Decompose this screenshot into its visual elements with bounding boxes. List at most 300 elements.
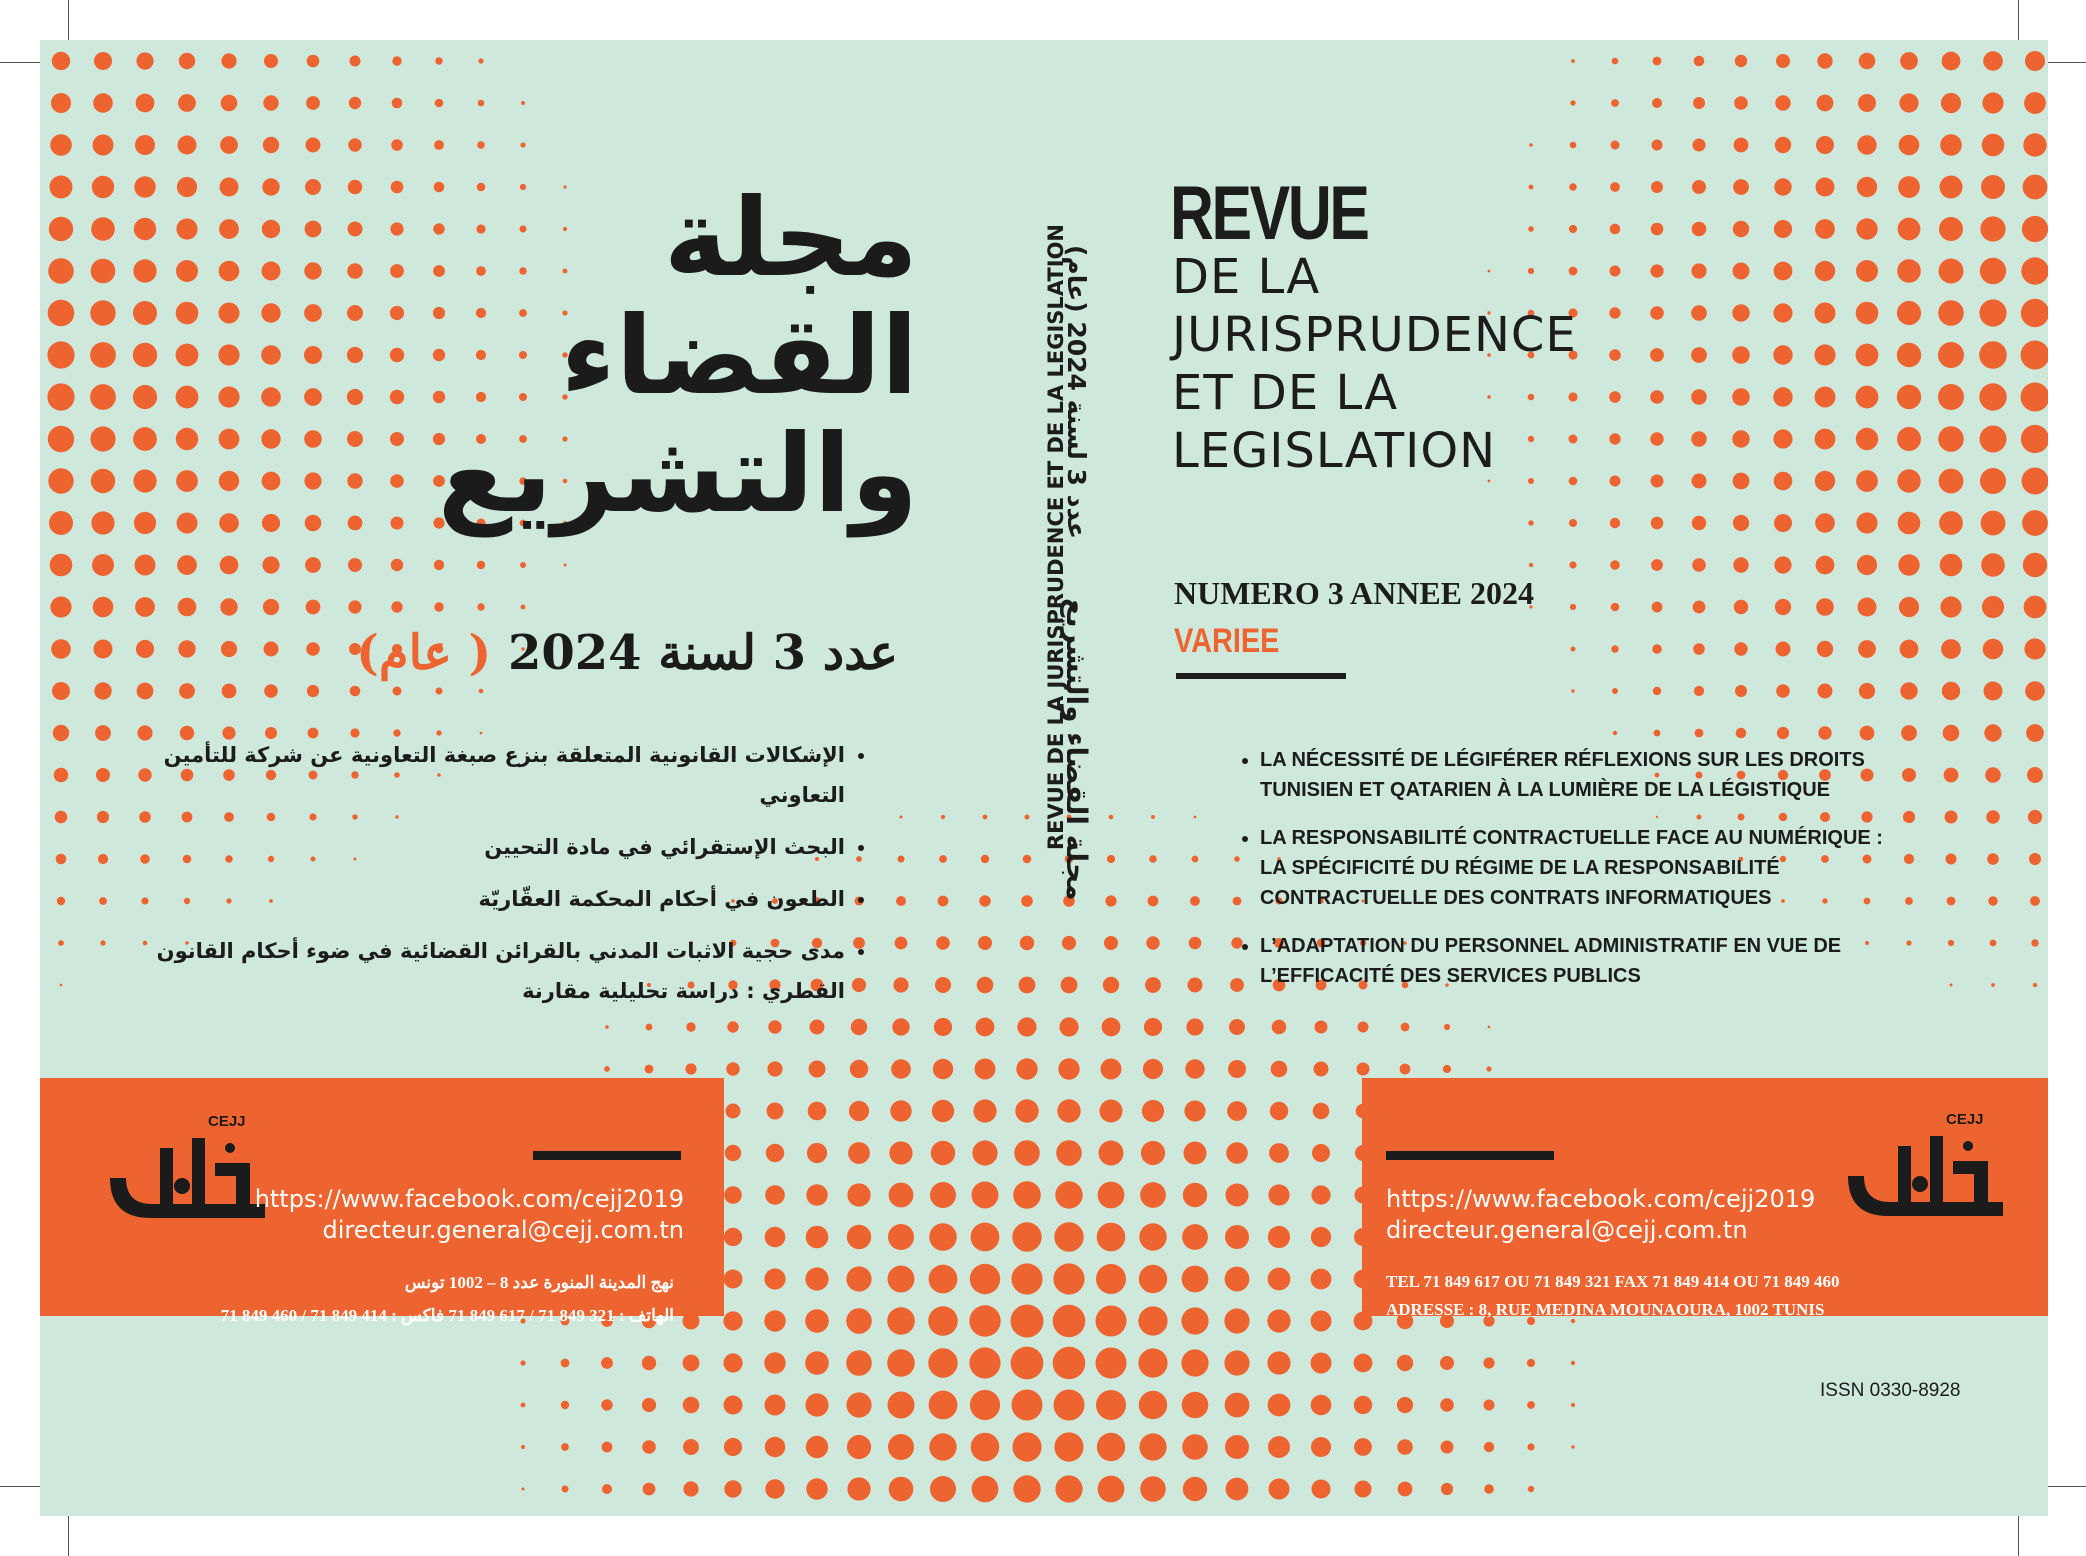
halftone-dot xyxy=(1897,427,1921,451)
arabic-address: نهج المدينة المنورة عدد 8 – 1002 تونس xyxy=(404,1273,674,1292)
halftone-dot xyxy=(219,219,239,239)
arabic-title-line: القضاء xyxy=(560,294,918,419)
halftone-dot xyxy=(92,176,114,198)
arabic-title xyxy=(318,176,918,537)
halftone-dot xyxy=(971,1433,1000,1462)
halftone-dot xyxy=(1312,1480,1331,1499)
halftone-dot xyxy=(1815,261,1835,281)
halftone-dot xyxy=(436,688,443,695)
halftone-dot xyxy=(2031,939,2038,946)
halftone-dot xyxy=(1528,520,1533,525)
halftone-dot xyxy=(262,556,279,573)
halftone-dot xyxy=(765,1479,784,1498)
halftone-dot xyxy=(1816,598,1834,616)
halftone-dot xyxy=(1055,1475,1082,1502)
halftone-dot xyxy=(806,1184,827,1205)
halftone-dot xyxy=(305,557,321,573)
halftone-dot xyxy=(1980,426,2007,453)
halftone-dot xyxy=(1900,682,1917,699)
crop-mark xyxy=(68,0,69,42)
halftone-dot xyxy=(306,138,321,153)
halftone-dot xyxy=(1946,854,1957,865)
halftone-dot xyxy=(1897,469,1920,492)
halftone-dot xyxy=(1990,940,1997,947)
halftone-dot xyxy=(219,513,239,533)
halftone-dot xyxy=(99,897,107,905)
halftone-dot xyxy=(1182,1266,1209,1293)
halftone-dot xyxy=(930,1182,956,1208)
halftone-dot xyxy=(391,139,403,151)
halftone-dot xyxy=(176,344,199,367)
halftone-dot xyxy=(54,768,69,783)
halftone-dot xyxy=(221,95,238,112)
facebook-link[interactable]: https://www.facebook.com/cejj2019 xyxy=(1386,1185,1816,1213)
halftone-dot xyxy=(1610,560,1620,570)
halftone-dot xyxy=(1815,429,1836,450)
halftone-dot xyxy=(1733,179,1749,195)
french-issue-number: NUMERO 3 ANNEE 2024 xyxy=(1174,575,1535,611)
halftone-dot xyxy=(1857,177,1877,197)
halftone-dot xyxy=(805,1393,828,1416)
halftone-dot xyxy=(219,471,239,491)
halftone-dot xyxy=(521,1445,525,1449)
halftone-dot xyxy=(1151,815,1155,819)
halftone-dot xyxy=(1139,1391,1167,1419)
halftone-dot xyxy=(1311,1227,1331,1247)
halftone-dot xyxy=(970,1264,1000,1294)
halftone-dot xyxy=(1735,685,1747,697)
halftone-dot xyxy=(1652,140,1663,151)
halftone-dot xyxy=(1182,1392,1209,1419)
halftone-dot xyxy=(1856,218,1877,239)
halftone-dot xyxy=(1102,1018,1121,1037)
halftone-dot xyxy=(1139,1433,1166,1460)
crop-mark xyxy=(0,62,42,63)
halftone-dot xyxy=(1815,303,1836,324)
halftone-dot xyxy=(561,1401,569,1409)
halftone-dot xyxy=(480,732,483,735)
halftone-dot xyxy=(1774,178,1791,195)
halftone-dot xyxy=(1939,259,1964,284)
halftone-dot xyxy=(1945,811,1958,824)
halftone-dot xyxy=(1225,1435,1249,1459)
halftone-dot xyxy=(1902,768,1916,782)
halftone-dot xyxy=(1939,217,1963,241)
halftone-dot xyxy=(929,1433,956,1460)
halftone-dot xyxy=(1857,135,1876,154)
halftone-dot xyxy=(136,52,153,69)
halftone-dot xyxy=(1097,1223,1126,1252)
halftone-dot xyxy=(724,1438,742,1456)
halftone-dot xyxy=(97,811,109,823)
halftone-dot xyxy=(1101,1059,1122,1080)
halftone-dot xyxy=(975,1059,996,1080)
halftone-dot xyxy=(1897,343,1921,367)
halftone-dot xyxy=(1228,1060,1246,1078)
halftone-dot xyxy=(683,1397,700,1414)
halftone-dot xyxy=(262,514,280,532)
halftone-dot xyxy=(1186,1018,1203,1035)
french-title-line: JURISPRUDENCE xyxy=(1172,307,1577,363)
halftone-dot xyxy=(94,682,111,699)
halftone-dot xyxy=(1225,1225,1249,1249)
halftone-dot xyxy=(48,300,75,327)
french-revue-heading: REVUE xyxy=(1170,171,1368,256)
halftone-dot xyxy=(520,142,525,147)
halftone-dot xyxy=(393,687,402,696)
halftone-dot xyxy=(1571,1445,1574,1448)
halftone-dot xyxy=(1613,731,1617,735)
halftone-dot xyxy=(887,1349,915,1377)
halftone-dot xyxy=(1138,1306,1167,1335)
halftone-dot xyxy=(933,1059,953,1079)
halftone-dot xyxy=(1484,1400,1495,1411)
halftone-dot xyxy=(176,302,199,325)
halftone-dot xyxy=(47,383,74,410)
halftone-dot xyxy=(2021,299,2048,327)
halftone-dot xyxy=(1856,302,1879,325)
halftone-dot xyxy=(47,341,74,368)
halftone-dot xyxy=(1900,52,1918,70)
halftone-dot xyxy=(1859,683,1875,699)
halftone-dot xyxy=(1816,136,1834,154)
halftone-dot xyxy=(929,1265,958,1294)
halftone-dot xyxy=(1149,855,1157,863)
halftone-dot xyxy=(1569,561,1576,568)
halftone-dot xyxy=(1311,1269,1332,1290)
halftone-dot xyxy=(846,1266,871,1291)
halftone-dot xyxy=(1651,517,1664,530)
halftone-dot xyxy=(1269,1143,1289,1163)
halftone-dot xyxy=(892,1018,909,1035)
halftone-dot xyxy=(435,57,442,64)
halftone-dot xyxy=(766,1144,784,1162)
halftone-dot xyxy=(1183,1477,1207,1501)
halftone-dot xyxy=(1096,1348,1127,1379)
halftone-dot xyxy=(765,1185,785,1205)
halftone-dot xyxy=(1939,511,1963,535)
halftone-dot xyxy=(1776,642,1791,657)
halftone-dot xyxy=(261,303,280,322)
halftone-dot xyxy=(1856,428,1878,450)
halftone-dot xyxy=(52,52,70,70)
halftone-dot xyxy=(262,262,281,281)
halftone-dot xyxy=(1019,977,1036,994)
halftone-dot xyxy=(1986,810,2000,824)
halftone-dot xyxy=(601,1399,612,1410)
halftone-dot xyxy=(392,56,401,65)
halftone-dot xyxy=(1056,1140,1082,1166)
halftone-dot xyxy=(1148,896,1159,907)
issn-number: ISSN 0330-8928 xyxy=(1820,1380,1961,1401)
halftone-dot xyxy=(1099,1141,1124,1166)
halftone-dot xyxy=(1860,726,1875,741)
halftone-dot xyxy=(350,56,361,67)
halftone-dot xyxy=(176,260,198,282)
halftone-dot xyxy=(1488,480,1491,483)
halftone-dot xyxy=(808,1102,827,1121)
halftone-dot xyxy=(263,95,278,110)
email-link[interactable]: directeur.general@cejj.com.tn xyxy=(1386,1216,1748,1244)
halftone-dot xyxy=(221,641,237,657)
halftone-dot xyxy=(1980,216,2005,241)
halftone-dot xyxy=(724,1228,742,1246)
halftone-dot xyxy=(805,1309,829,1333)
halftone-dot xyxy=(969,1305,1000,1336)
halftone-dot xyxy=(1981,553,2005,577)
halftone-dot xyxy=(887,1307,915,1335)
halftone-dot xyxy=(219,429,240,450)
halftone-dot xyxy=(1733,515,1749,531)
halftone-dot xyxy=(564,564,567,567)
halftone-dot xyxy=(1898,512,1921,535)
halftone-dot xyxy=(98,854,108,864)
divider xyxy=(1386,1151,1554,1160)
halftone-dot xyxy=(642,1440,656,1454)
halftone-dot xyxy=(1991,983,1995,987)
halftone-dot xyxy=(1982,596,2004,618)
halftone-dot xyxy=(1611,141,1620,150)
halftone-dot xyxy=(806,1478,827,1499)
halftone-dot xyxy=(1900,640,1919,659)
halftone-dot xyxy=(809,1061,826,1078)
halftone-dot xyxy=(1980,258,2006,284)
halftone-dot xyxy=(1190,896,1200,906)
halftone-dot xyxy=(2021,383,2049,412)
halftone-dot xyxy=(1054,1222,1083,1251)
halftone-dot xyxy=(1013,1475,1040,1502)
halftone-dot xyxy=(135,597,155,617)
halftone-dot xyxy=(1527,1401,1535,1409)
halftone-dot xyxy=(92,554,114,576)
halftone-dot xyxy=(1268,1268,1291,1291)
halftone-dot xyxy=(846,1392,871,1417)
halftone-dot xyxy=(973,1099,996,1122)
logo-acronym: CEJJ xyxy=(1946,1111,1984,1128)
halftone-dot xyxy=(1311,1311,1332,1332)
halftone-dot xyxy=(177,513,198,534)
facebook-link[interactable]: https://www.facebook.com/cejj2019 xyxy=(254,1185,684,1213)
halftone-dot xyxy=(220,136,238,154)
halftone-dot xyxy=(1694,686,1704,696)
halftone-dot xyxy=(1569,519,1577,527)
halftone-dot xyxy=(1059,1017,1078,1036)
halftone-dot xyxy=(981,855,989,863)
halftone-dot xyxy=(2023,133,2046,156)
halftone-dot xyxy=(941,815,945,819)
halftone-dot xyxy=(2024,596,2047,619)
halftone-dot xyxy=(1012,1222,1041,1251)
halftone-dot xyxy=(1185,1059,1204,1078)
halftone-dot xyxy=(1654,730,1661,737)
halftone-dot xyxy=(976,1018,995,1037)
halftone-dot xyxy=(263,599,279,615)
halftone-dot xyxy=(434,140,444,150)
halftone-dot xyxy=(847,1225,871,1249)
halftone-dot xyxy=(846,1308,872,1334)
halftone-dot xyxy=(1181,1349,1208,1376)
halftone-dot xyxy=(1899,93,1918,112)
halftone-dot xyxy=(604,1066,610,1072)
halftone-dot xyxy=(1899,135,1920,156)
magazine-cover xyxy=(40,40,2048,1516)
halftone-dot xyxy=(264,684,278,698)
logo-acronym: CEJJ xyxy=(208,1113,246,1130)
halftone-dot xyxy=(2025,51,2045,71)
halftone-dot xyxy=(90,384,116,410)
halftone-dot xyxy=(1775,95,1790,110)
halftone-dot xyxy=(350,686,361,697)
halftone-dot xyxy=(2027,767,2043,783)
halftone-dot xyxy=(478,58,483,63)
halftone-dot xyxy=(1987,853,1999,865)
halftone-dot xyxy=(1311,1353,1332,1374)
halftone-dot xyxy=(1856,386,1879,409)
halftone-dot xyxy=(135,555,156,576)
halftone-dot xyxy=(349,97,361,109)
halftone-dot xyxy=(1693,643,1705,655)
halftone-dot xyxy=(1311,1437,1331,1457)
halftone-dot xyxy=(1905,897,1913,905)
halftone-dot xyxy=(849,1101,869,1121)
halftone-dot xyxy=(1774,556,1791,573)
halftone-dot xyxy=(928,1348,957,1377)
halftone-dot xyxy=(177,555,197,575)
halftone-dot xyxy=(1012,1390,1043,1421)
halftone-dot xyxy=(348,558,362,572)
halftone-dot xyxy=(764,1268,785,1289)
halftone-dot xyxy=(1486,1066,1491,1071)
halftone-dot xyxy=(900,816,903,819)
halftone-dot xyxy=(1355,1481,1372,1498)
halftone-dot xyxy=(1312,1144,1330,1162)
halftone-dot xyxy=(932,1100,954,1122)
halftone-dot xyxy=(2022,468,2049,495)
email-link[interactable]: directeur.general@cejj.com.tn xyxy=(322,1216,684,1244)
french-telephone: TEL 71 849 617 OU 71 849 321 FAX 71 849 414 OU 71 849 460 xyxy=(1386,1272,1840,1291)
halftone-dot xyxy=(1856,470,1878,492)
halftone-dot xyxy=(978,936,992,950)
spine-arabic-issue: عدد 3 لسنة 2024 (عام) xyxy=(1062,245,1091,540)
halftone-dot xyxy=(562,1486,569,1493)
halftone-dot xyxy=(1940,596,1961,617)
crop-mark xyxy=(68,1516,69,1556)
halftone-dot xyxy=(726,1062,739,1075)
halftone-dot xyxy=(2023,175,2048,200)
halftone-dot xyxy=(133,343,157,367)
halftone-dot xyxy=(435,99,444,108)
halftone-dot xyxy=(1270,1102,1288,1120)
french-title-line: LEGISLATION xyxy=(1172,423,1497,479)
halftone-dot xyxy=(1397,1397,1413,1413)
halftone-dot xyxy=(1984,724,2001,741)
halftone-dot xyxy=(1982,134,2005,157)
halftone-dot xyxy=(1816,556,1835,575)
halftone-dot xyxy=(1488,1026,1491,1029)
halftone-dot xyxy=(1484,1442,1494,1452)
halftone-dot xyxy=(1267,1351,1290,1374)
halftone-dot xyxy=(133,427,157,451)
halftone-dot xyxy=(1734,642,1747,655)
halftone-dot xyxy=(53,725,69,741)
halftone-dot xyxy=(2025,681,2045,701)
halftone-dot xyxy=(2021,341,2049,370)
halftone-dot xyxy=(1610,224,1621,235)
halftone-dot xyxy=(49,511,73,535)
halftone-dot xyxy=(1940,554,1963,577)
halftone-dot xyxy=(1104,936,1118,950)
halftone-dot xyxy=(1735,55,1747,67)
halftone-dot xyxy=(1612,688,1618,694)
halftone-dot xyxy=(95,725,111,741)
halftone-dot xyxy=(723,1311,742,1330)
halftone-dot xyxy=(136,640,154,658)
halftone-dot xyxy=(929,1223,957,1251)
halftone-dot xyxy=(977,977,994,994)
halftone-dot xyxy=(1397,1355,1413,1371)
halftone-dot xyxy=(477,141,485,149)
halftone-dot xyxy=(178,640,195,657)
halftone-dot xyxy=(262,220,280,238)
halftone-dot xyxy=(1775,599,1791,615)
halftone-dot xyxy=(49,217,73,241)
halftone-dot xyxy=(48,258,74,284)
halftone-dot xyxy=(724,1396,743,1415)
halftone-dot xyxy=(1985,767,2001,783)
halftone-dot xyxy=(1314,1062,1329,1077)
halftone-dot xyxy=(602,1442,613,1453)
halftone-dot xyxy=(1357,1063,1370,1076)
halftone-dot xyxy=(683,1439,699,1455)
halftone-dot xyxy=(806,1436,828,1458)
halftone-dot xyxy=(50,176,73,199)
halftone-dot xyxy=(727,1021,738,1032)
halftone-dot xyxy=(1984,682,2003,701)
halftone-dot xyxy=(1693,97,1705,109)
halftone-dot xyxy=(939,855,947,863)
halftone-dot xyxy=(306,600,321,615)
arabic-title-line: والتشريع xyxy=(437,412,918,537)
halftone-dot xyxy=(1940,134,1962,156)
halftone-dot xyxy=(1268,1436,1290,1458)
halftone-dot xyxy=(1192,856,1199,863)
halftone-dot xyxy=(264,642,279,657)
halftone-dot xyxy=(642,1398,656,1412)
halftone-dot xyxy=(1226,1478,1249,1501)
halftone-dot xyxy=(1194,816,1197,819)
arabic-article: • الإشكالات القانونية المتعلقة بنزع صبغة التعاونية عن شركة للتأمين التعاوني xyxy=(145,735,845,815)
halftone-dot xyxy=(1313,1103,1330,1120)
halftone-dot xyxy=(434,602,443,611)
halftone-dot xyxy=(1651,181,1663,193)
halftone-dot xyxy=(1947,897,1956,906)
halftone-dot xyxy=(58,940,64,946)
crop-mark xyxy=(0,1486,42,1487)
halftone-dot xyxy=(307,55,320,68)
halftone-dot xyxy=(1858,598,1877,617)
halftone-dot xyxy=(51,93,71,113)
halftone-dot xyxy=(1100,1100,1123,1123)
halftone-dot xyxy=(1020,936,1034,950)
halftone-dot xyxy=(1943,725,1960,742)
halftone-dot xyxy=(178,94,196,112)
french-address: ADRESSE : 8, RUE MEDINA MOUNAOURA, 1002 TUNIS xyxy=(1386,1300,1825,1319)
halftone-dot xyxy=(176,386,199,409)
halftone-dot xyxy=(1400,1064,1411,1075)
halftone-dot xyxy=(1107,855,1115,863)
halftone-dot xyxy=(896,896,906,906)
halftone-dot xyxy=(1815,219,1835,239)
